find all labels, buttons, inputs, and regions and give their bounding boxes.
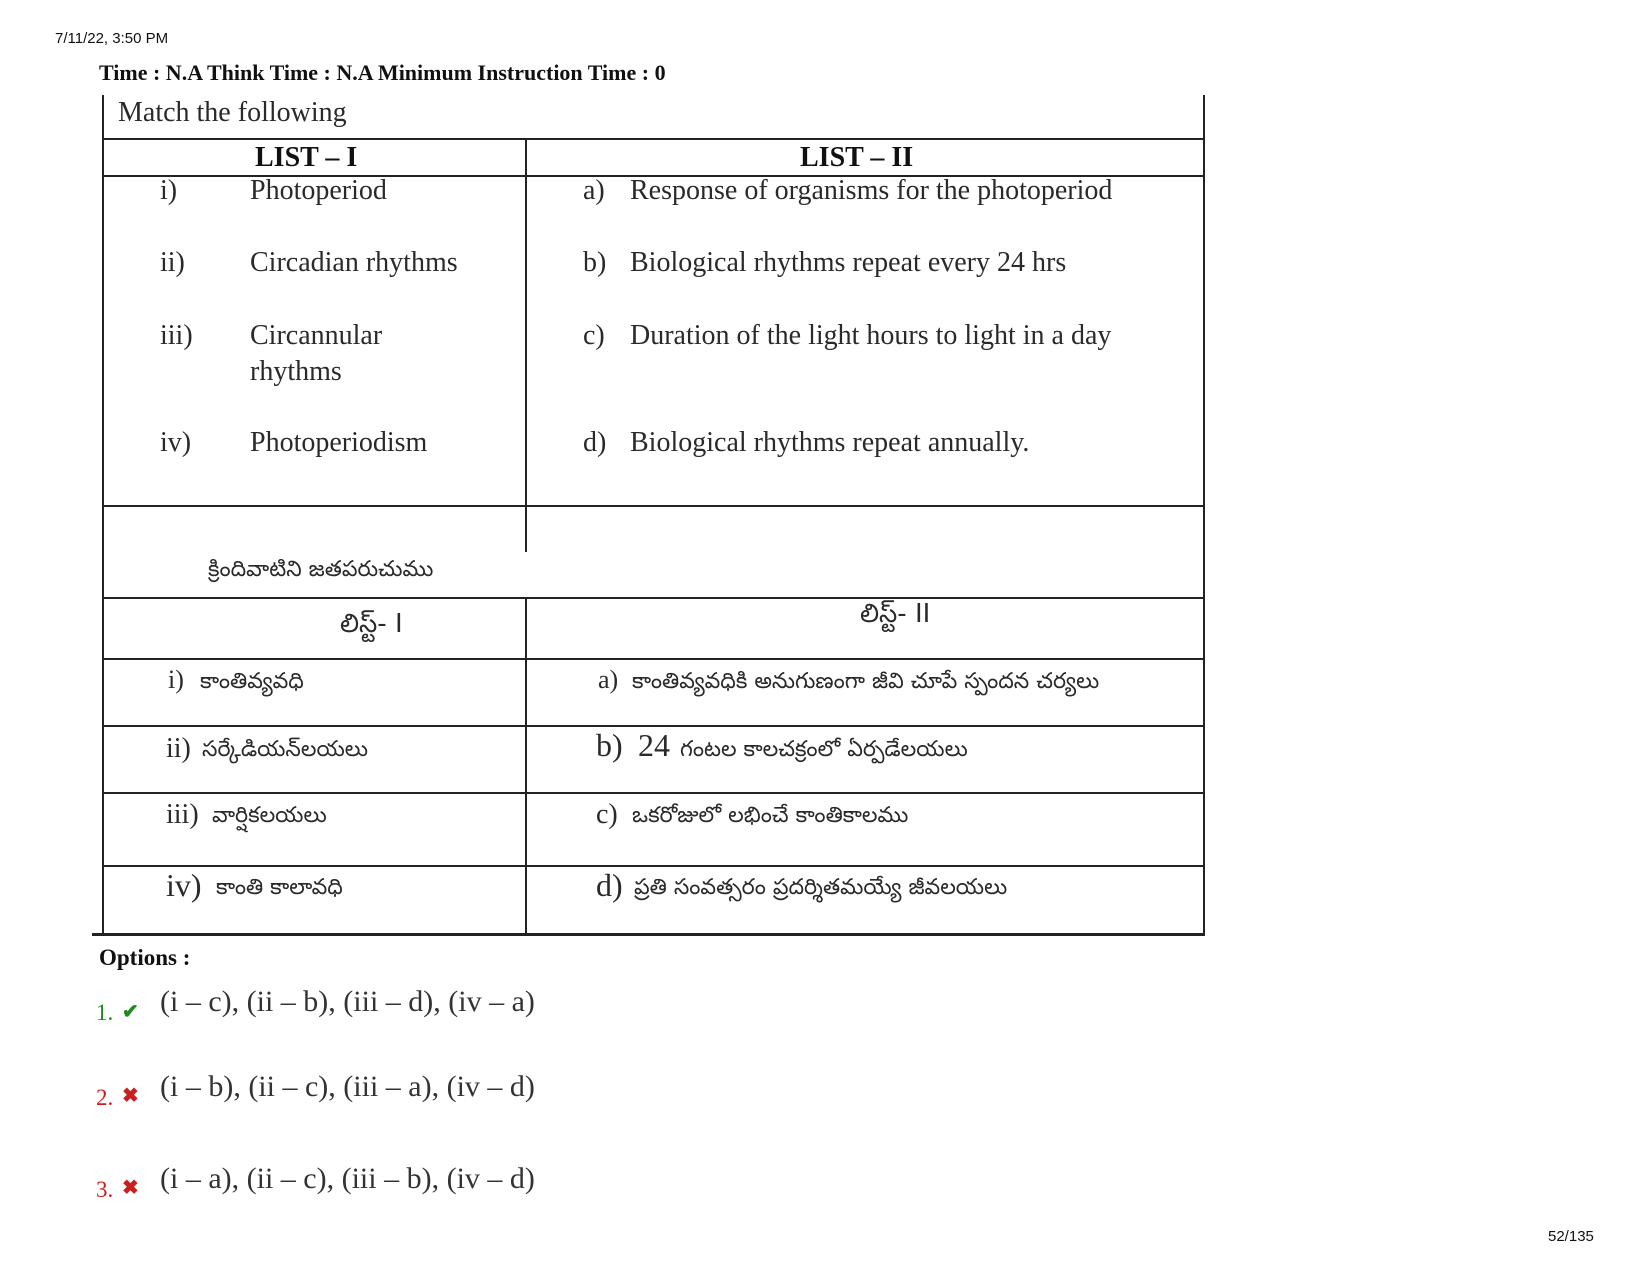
list2-description-telugu: కాంతివ్యవధికి అనుగుణంగా జీవి చూపే స్పందన చర్యలు	[632, 669, 1100, 694]
row-divider	[102, 658, 1205, 660]
row-divider	[102, 597, 1205, 599]
row-number: ii)	[166, 733, 191, 764]
option-text: (i – b), (ii – c), (iii – a), (iv – d)	[160, 1070, 535, 1103]
question-image	[100, 95, 1205, 933]
list2-description: Biological rhythms repeat annually.	[630, 427, 1030, 458]
hours-number: 24	[638, 727, 670, 763]
list2-description: Response of organisms for the photoperiod	[630, 175, 1113, 206]
list2-description: Biological rhythms repeat every 24 hrs	[630, 247, 1067, 278]
options-title: Options :	[99, 945, 191, 970]
list2-description-telugu: గంటల కాలచక్రంలో ఏర్పడేలయలు	[680, 737, 968, 762]
list1-term: Photoperiodism	[250, 427, 428, 458]
row-number: i)	[160, 175, 178, 206]
option-number: 3.	[96, 1177, 114, 1202]
list2-header: LIST – II	[800, 142, 914, 173]
row-letter: a)	[583, 175, 605, 206]
row-letter: d)	[596, 867, 623, 903]
row-number: iv)	[166, 867, 202, 903]
list2-description-telugu: ప్రతి సంవత్సరం ప్రదర్శితమయ్యే జీవలయలు	[634, 875, 1008, 900]
row-divider	[92, 933, 1205, 936]
cross-icon: ✖	[122, 1177, 139, 1199]
list1-term-telugu: సర్కేడియన్‌లయలు	[202, 737, 368, 762]
row-letter: b)	[583, 247, 607, 278]
table-border	[102, 95, 104, 935]
row-number: ii)	[160, 247, 185, 278]
option-number: 2.	[96, 1085, 114, 1110]
table-border	[1203, 95, 1205, 935]
row-letter: c)	[596, 799, 618, 830]
list1-term-telugu: కాంతివ్యవధి	[200, 669, 304, 694]
page-number: 52/135	[1548, 1228, 1594, 1245]
row-number: iv)	[160, 427, 192, 458]
row-number: iii)	[160, 320, 193, 351]
list1-term-telugu: వార్షికలయలు	[212, 803, 327, 828]
list2-description: Duration of the light hours to light in a day	[630, 320, 1112, 351]
option-text: (i – c), (ii – b), (iii – d), (iv – a)	[160, 985, 535, 1018]
list1-term: Photoperiod	[250, 175, 387, 206]
row-number: i)	[168, 665, 184, 694]
list1-term-continued: rhythms	[250, 356, 342, 387]
column-divider	[525, 598, 527, 935]
question-prompt-telugu: క్రిందివాటిని జతపరుచుము	[208, 557, 434, 582]
list1-term: Circadian rhythms	[250, 247, 458, 278]
list1-term-telugu: కాంతి కాలావధి	[216, 875, 343, 900]
question-prompt: Match the following	[118, 97, 347, 128]
time-info: Time : N.A Think Time : N.A Minimum Instruction Time : 0	[99, 60, 666, 85]
option-text: (i – a), (ii – c), (iii – b), (iv – d)	[160, 1162, 535, 1195]
row-divider	[102, 865, 1205, 867]
check-icon: ✔	[122, 1001, 139, 1023]
option-number: 1.	[96, 1000, 114, 1025]
list2-description-telugu: ఒకరోజులో లభించే కాంతికాలము	[632, 803, 909, 828]
row-letter: b)	[596, 727, 623, 763]
column-divider	[525, 139, 527, 552]
list1-header: LIST – I	[255, 142, 358, 173]
row-divider	[102, 138, 1205, 140]
cross-icon: ✖	[122, 1085, 139, 1107]
print-timestamp: 7/11/22, 3:50 PM	[55, 30, 169, 47]
row-letter: d)	[583, 427, 607, 458]
list1-term: Circannular	[250, 320, 383, 351]
row-letter: c)	[583, 320, 605, 351]
row-divider	[102, 505, 1205, 507]
row-divider	[102, 792, 1205, 794]
list1-header-telugu: లిస్ట్- I	[340, 609, 403, 639]
row-number: iii)	[166, 799, 199, 830]
list2-header-telugu: లిస్ట్- II	[860, 599, 931, 629]
row-letter: a)	[598, 665, 619, 694]
